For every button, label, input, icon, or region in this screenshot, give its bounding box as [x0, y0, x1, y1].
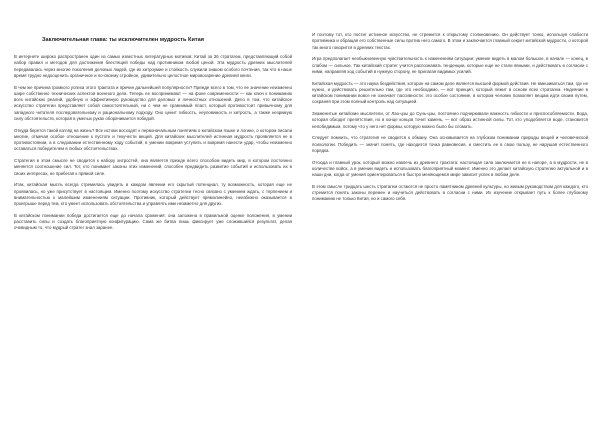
paragraph: И поэтому тот, кто постиг истинное искусство, не стремится к открытому столкновению. Он действует тонко, используя слабости противника и обращая его собственные силы против него самого. В этом и заключается главный секрет китайской мудрости, о которой так много говорится в древних текстах. — [312, 32, 588, 50]
paragraph: Знаменитые китайские мыслители, от Лао-цзы до Сунь-цзы, постоянно подчеркивали важность гибкости и приспособляемости. Вода, которая обходит препятствия, но в конце концов точит камень, — вот образ истинной силы. Тот, кто уподобляется воде, становится непобедимым, потому что у него нет формы, которую можно было бы сломать. — [312, 111, 588, 129]
paragraph: В интернете широко распространен один из самых известных литературных мотивов: Китай за 36 стратагем, представляющий собой набор правил и методов для достижения блестящей победы над противником любой ценой. Эта мудрость древних мыслителей передавалась через многие поколения деловых людей, где их хитроумие и стойкость служили знаком особого почтения, так что в наше время трудно недооценить органичное и по-своему стройное, удивительно целостное мировоззрение древней книги. — [14, 54, 292, 78]
chapter-title: Заключительная глава: ты исключителен мудрость Китая — [42, 37, 205, 43]
paragraph: Следует помнить, что стратегия не сводится к обману. Она основывается на глубоком понимании природы вещей и человеческой психологии. Победить — значит понять, где находится точка равновесия, и сместить ее в свою пользу, не нарушая естественного порядка. — [312, 135, 588, 153]
paragraph: В китайском понимании победа достигается еще до начала сражения: она заложена в правильной оценке положения, в умении расставить силы и создать благоприятную конфигурацию. Сама же битва лишь фиксирует уже сложившийся результат, делая очевидным то, что мудрый стратег знал заранее. — [14, 212, 292, 231]
paragraph: В чем же причина громкого успеха этого трактата и причин дальнейшей популярности? Прежде всего в том, что ее значение неизменно шире собственно технических аспектов военного дела. Теперь ее воспринимают — на фоне современности — как ключ к пониманию всех китайских реалий, удобную и эффективную руководство для деловых и личностных отношений. Дело в том, что китайское искусство стратегии представляет собой самостоятельный, ни с чем не сравнимый пласт, который противостоит привычному для западного читателя последовательному и рациональному подходу. Оно ценит гибкость, неуловимость и хитрость, а также незримую силу обстоятельств, которая в умелых руках оборачивается победой. — [14, 84, 292, 121]
paragraph: Итак, китайская мысль всегда стремилась увидеть в каждом явлении его скрытый потенциал, ту возможность, которая еще не проявилась, но уже присутствует в настоящем. Именно поэтому искусство стратегии тесно связано с умением ждать, с терпением и внимательностью к малейшим изменениям ситуации. Противник, который действует прямолинейно, неизбежно оказывается в проигрыше перед тем, кто умеет использовать обстоятельства и управлять ими незаметно для других. — [14, 182, 292, 206]
paragraph: Откуда берется такой взгляд на жизнь? Все истоки восходят к первоначальным понятиям о китайском языке и логике, о котором писали многие, отмечая особое отношение к пустоте и текучести вещей. Для китайских мыслителей истинная мудрость проявляется не в противостоянии, а в следовании естественному ходу событий, в умении вовремя уступить и вовремя нанести удар, чтобы неизменно оставаться победителем в любых обстоятельствах. — [14, 127, 292, 152]
paragraph: Стратегия в этом смысле не сводится к набору хитростей, она является прежде всего способом видеть мир, в котором постоянно меняется соотношение сил. Тот, кто понимает законы этих изменений, способен предвидеть развитие событий и использовать их в своих интересах, не прибегая к прямой силе. — [14, 158, 292, 176]
right-text-column — [312, 32, 588, 420]
left-text-column — [14, 54, 292, 419]
paragraph: Отсюда и главный урок, который можно извлечь из древнего трактата: настоящая сила заключается не в напоре, а в мудрости, не в количестве войск, а в умении видеть и использовать благоприятный момент. Именно это делает китайскую стратегию актуальной и в наши дни, когда от умения ориентироваться в быстро меняющемся мире зависит успех в любом деле. — [312, 159, 588, 177]
paragraph: Игра предполагает необыкновенную чувствительность к изменениям ситуации: умение видеть в малом большое, в начале — конец, в слабом — сильное. Так китайский стратег учится распознавать тенденции, которые еще не стали явными, и действовать в согласии с ними, направляя ход событий в нужную сторону, не прилагая видимых усилий. — [312, 56, 588, 74]
paragraph: Китайская мудрость — это наука бездействия, которое на самом деле является высшей формой действия. Не вмешиваться там, где не нужно, и действовать решительно там, где это необходимо, — вот принцип, который лежит в основе всех стратагем. Недеяние в китайском понимании вовсе не означает пассивности: это особое состояние, в котором человек позволяет вещам идти своим путем, сохраняя при этом полный контроль над ситуацией. — [312, 80, 588, 105]
paragraph: В этом смысле тридцать шесть стратагем остаются не просто памятником древней культуры, но живым руководством для каждого, кто стремится понять законы перемен и научиться действовать в согласии с ними. Их изучение открывает путь к более глубокому пониманию не только Китая, но и самого себя. — [312, 183, 588, 202]
